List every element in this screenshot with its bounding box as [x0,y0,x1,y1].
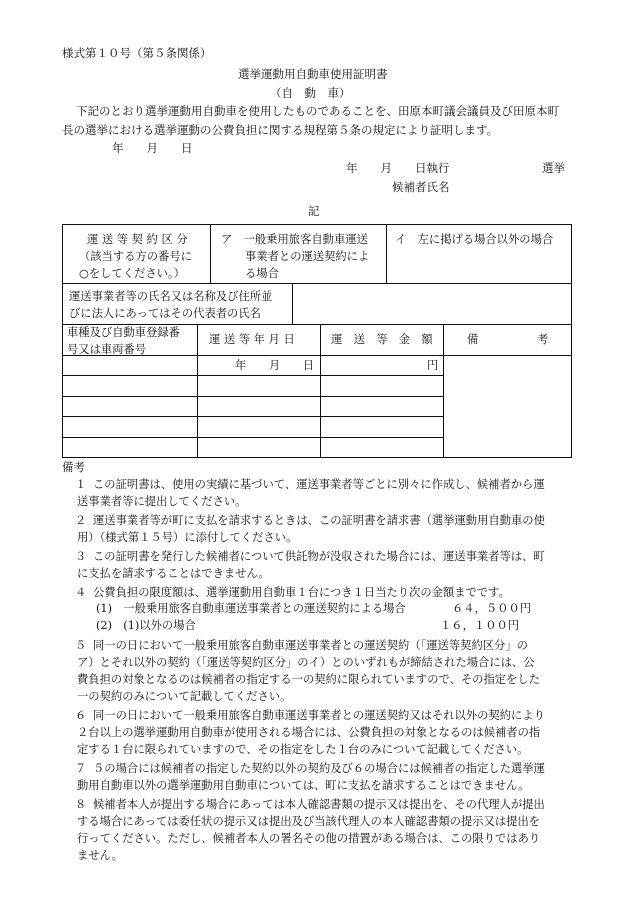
remarks-column-header-2: 考 [537,333,549,346]
note-2: ２ 運送事業者等が町に支払を請求するときは、この証明書を請求書（選挙運動用自動車の使 用）（様式第１５号）に添付してください。 [75,514,545,544]
operator-name-field[interactable] [299,288,567,320]
notes-heading: 備考 [62,460,85,474]
election-date: 年 月 日執行 [346,161,450,175]
election-label: 選挙 [542,161,565,175]
candidate-name-label: 候補者氏名 [392,180,450,194]
contract-type-label: 運 送 等 契 約 区 分 （該当する方の番号に ○をしてください。） [79,233,192,280]
limit-2-label: (2) (1)以外の場合 [96,619,196,632]
contract-option-i[interactable]: イ 左に掲げる場合以外の場合 [395,233,554,246]
vehicle-column-header: 車種及び自動車登録番 号又は車両番号 [67,326,180,356]
form-number: 様式第１０号（第５条関係） [62,46,212,60]
certification-date: 年 月 日 [112,141,193,155]
document-title: 選挙運動用自動車使用証明書 [238,67,388,81]
intro-line-2: 長の選挙における選挙運動の公費負担に関する規程第５条の規定により証明します。 [62,123,499,137]
amount-column-header: 運 送 等 金 額 [331,333,433,346]
limit-1-label: (1) 一般乗用旅客自動車運送事業者との運送契約による場合 [96,602,406,615]
note-6: ６ 同一の日において一般乗用旅客自動車運送事業者との運送契約又はそれ以外の契約により ２台以上の選挙運動用自動車が使用される場合には、公費負担の対象となるのは候補者の指 定する１台に限られていますので、その指定をした１台のみについて記載してください。 [75,709,545,756]
note-1: １ この証明書は、使用の実績に基づいて、運送事業者等ごとに別々に作成し、候補者から運 送事業者等に提出してください。 [75,478,545,508]
note-3: ３ この証明書を発行した候補者について供託物が没収された場合には、運送事業者等は、町 に支払を請求することはできません。 [75,550,545,580]
remarks-column-header-1: 備 [467,333,479,346]
intro-line-1: 下記のとおり選挙運動用自動車を使用したものであることを、田原本町議会議員及び田原本町 [76,104,559,118]
yen-unit: 円 [427,359,439,372]
date-column-header: 運 送 等 年 月 日 [209,333,295,346]
operator-name-label: 運送事業者等の氏名又は名称及び住所並 びに法人にあってはその代表者の氏名 [69,290,273,320]
limit-2-amount: １６，１００円 [440,619,520,632]
note-7: ７ ５の場合には候補者の指定した契約以外の契約及び６の場合には候補者の指定した選挙運 動用自動車以外の選挙運動用自動車については、町に支払を請求することはできません。 [75,762,545,792]
usage-table [62,224,572,458]
document-subtitle: （自 動 車） [270,86,351,100]
date-placeholder: 年 月 日 [235,359,315,372]
limit-1-amount: ６４，５００円 [452,602,532,615]
note-5: ５ 同一の日において一般乗用旅客自動車運送事業者との運送契約（「運送等契約区分」の ア）とそれ以外の契約（「運送等契約区分」のイ）とのいずれもが締結された場合には、公 費負担の対象となるのは候補者の指定する一の契約に限られていますので、その指定をした 一の契約のみについて記載してください。 [75,639,540,703]
contract-option-a[interactable]: ア 一般乗用旅客自動車運送 事業者との運送契約によ る場合 [221,233,370,280]
note-4: ４ 公費負担の限度額は、選挙運動用自動車１台につき１日当たり次の金額までです。 [75,586,510,599]
ki-label: 記 [308,204,320,218]
note-8: ８ 候補者本人が提出する場合にあっては本人確認書類の提示又は提出を、その代理人が提出 する場合にあっては委任状の提示又は提出及び当該代理人の本人確認書類の提示又は提出を 行ってください。ただし、候補者本人の署名その他の措置がある場合は、この限りではあり ません。 [75,798,545,862]
